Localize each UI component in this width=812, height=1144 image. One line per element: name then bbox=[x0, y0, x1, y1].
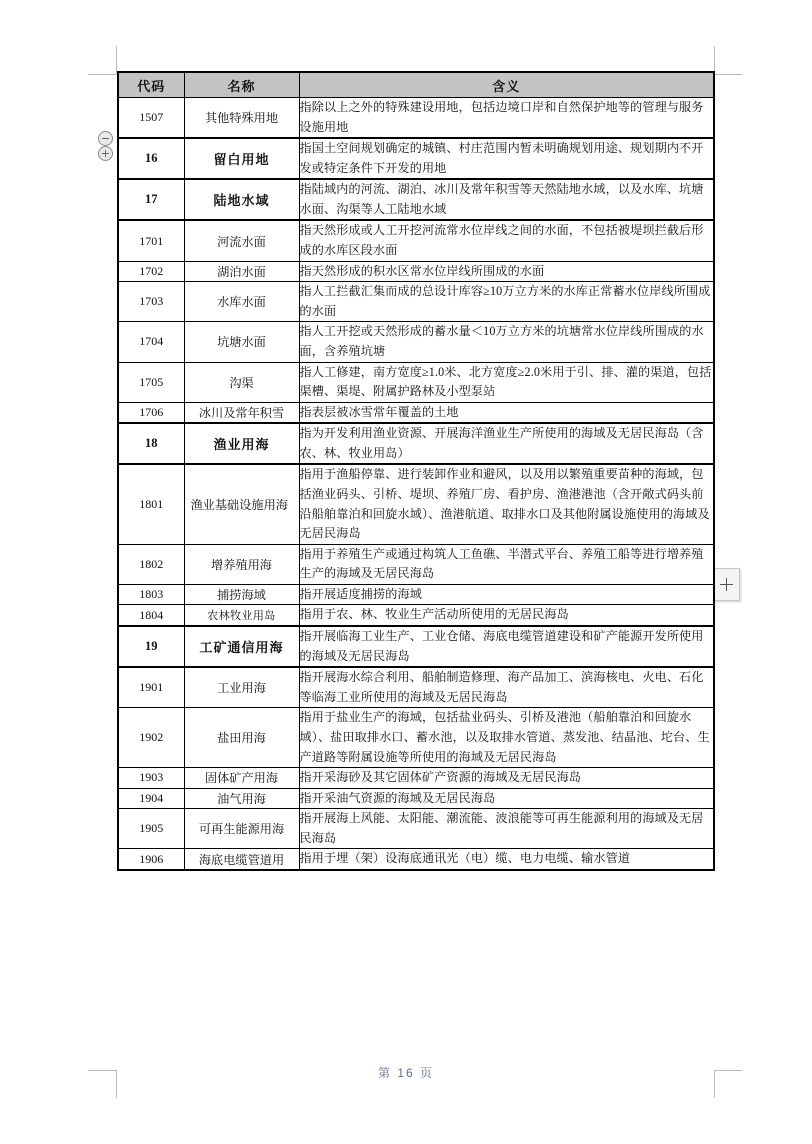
table-row bbox=[118, 282, 714, 322]
cell-meaning: 指用于农、林、牧业生产活动所使用的无居民海岛 bbox=[299, 605, 714, 626]
revision-change-bar bbox=[112, 71, 114, 871]
page-footer: 第 16 页 bbox=[377, 1066, 435, 1080]
minus-circle-icon[interactable] bbox=[98, 131, 113, 146]
cell-code: 1803 bbox=[118, 584, 184, 605]
table-row bbox=[118, 667, 714, 708]
cell-name: 坑塘水面 bbox=[184, 322, 299, 362]
table-row bbox=[118, 464, 714, 544]
table-row bbox=[118, 98, 714, 139]
cell-meaning: 指用于渔船停靠、进行装卸作业和避风，以及用以繁殖重要苗种的海域，包括渔业码头、引桥、堤坝、养殖厂房、看护房、渔港港池（含开敞式码头前沿船舶靠泊和回旋水域）、渔港航道、取排水口及其他附属设施使用的海域及无居民海岛 bbox=[299, 464, 714, 544]
cell-code: 1904 bbox=[118, 788, 184, 809]
cell-name: 工业用海 bbox=[184, 667, 299, 708]
cell-name: 农林牧业用岛 bbox=[184, 605, 299, 626]
cell-meaning: 指开采海砂及其它固体矿产资源的海域及无居民海岛 bbox=[299, 768, 714, 789]
cell-name: 湖泊水面 bbox=[184, 261, 299, 282]
column-header-meaning: 含义 bbox=[299, 72, 714, 98]
cell-meaning: 指天然形成或人工开挖河流常水位岸线之间的水面，不包括被堤坝拦截后形成的水库区段水面 bbox=[299, 220, 714, 261]
cell-meaning: 指开展海上风能、太阳能、潮流能、波浪能等可再生能源利用的海域及无居民海岛 bbox=[299, 809, 714, 849]
cell-code: 1706 bbox=[118, 402, 184, 423]
table-row bbox=[118, 849, 714, 870]
cell-meaning: 指开展适度捕捞的海域 bbox=[299, 584, 714, 605]
cell-meaning: 指开展海水综合利用、船舶制造修理、海产品加工、滨海核电、火电、石化等临海工业所使用的海域及无居民海岛 bbox=[299, 667, 714, 708]
cell-meaning: 指天然形成的积水区常水位岸线所围成的水面 bbox=[299, 261, 714, 282]
cell-code: 1801 bbox=[118, 464, 184, 544]
column-header-name: 名称 bbox=[184, 72, 299, 98]
cell-meaning: 指国土空间规划确定的城镇、村庄范围内暂未明确规划用途、规划期内不开发或特定条件下开发的用地 bbox=[299, 138, 714, 179]
cell-code: 1703 bbox=[118, 282, 184, 322]
cell-code: 1705 bbox=[118, 362, 184, 402]
cell-code: 1507 bbox=[118, 98, 184, 139]
cell-name: 增养殖用海 bbox=[184, 544, 299, 584]
cell-meaning: 指用于埋（架）设海底通讯光（电）缆、电力电缆、输水管道 bbox=[299, 849, 714, 870]
plus-circle-icon[interactable] bbox=[98, 146, 113, 161]
cell-code: 16 bbox=[118, 138, 184, 179]
column-header-code: 代码 bbox=[118, 72, 184, 98]
insert-row-plus-button[interactable] bbox=[713, 568, 740, 601]
cell-code: 1704 bbox=[118, 322, 184, 362]
cell-code: 1902 bbox=[118, 708, 184, 768]
table-row bbox=[118, 605, 714, 626]
table-row bbox=[118, 179, 714, 220]
cell-name: 沟渠 bbox=[184, 362, 299, 402]
crop-mark-top-right-h bbox=[714, 74, 742, 75]
crop-mark-top-left-v bbox=[116, 46, 117, 74]
cell-name: 可再生能源用海 bbox=[184, 809, 299, 849]
cell-code: 18 bbox=[118, 423, 184, 464]
cell-name: 油气用海 bbox=[184, 788, 299, 809]
table-row bbox=[118, 708, 714, 768]
table-row bbox=[118, 220, 714, 261]
table-row bbox=[118, 768, 714, 789]
cell-meaning: 指开采油气资源的海域及无居民海岛 bbox=[299, 788, 714, 809]
table-body bbox=[118, 98, 714, 870]
cell-meaning: 指人工拦截汇集而成的总设计库容≥10万立方米的水库正常蓄水位岸线所围成的水面 bbox=[299, 282, 714, 322]
cell-code: 1903 bbox=[118, 768, 184, 789]
cell-code: 17 bbox=[118, 179, 184, 220]
crop-mark-top-right-v bbox=[714, 46, 715, 74]
table-row bbox=[118, 362, 714, 402]
cell-name: 陆地水域 bbox=[184, 179, 299, 220]
cell-code: 1906 bbox=[118, 849, 184, 870]
cell-code: 1901 bbox=[118, 667, 184, 708]
table-row bbox=[118, 261, 714, 282]
cell-meaning: 指用于盐业生产的海域，包括盐业码头、引桥及港池（船舶靠泊和回旋水域）、盐田取排水口、蓄水池，以及取排水管道、蒸发池、结晶池、坨台、生产道路等附属设施等所使用的海域及无居民海岛 bbox=[299, 708, 714, 768]
cell-name: 渔业用海 bbox=[184, 423, 299, 464]
table-row bbox=[118, 584, 714, 605]
cell-meaning: 指陆域内的河流、湖泊、冰川及常年积雪等天然陆地水域，以及水库、坑塘水面、沟渠等人工陆地水域 bbox=[299, 179, 714, 220]
table-row bbox=[118, 544, 714, 584]
cell-code: 19 bbox=[118, 626, 184, 667]
cell-name: 冰川及常年积雪 bbox=[184, 402, 299, 423]
table-row bbox=[118, 423, 714, 464]
cell-meaning: 指开展临海工业生产、工业仓储、海底电缆管道建设和矿产能源开发所使用的海域及无居民海岛 bbox=[299, 626, 714, 667]
cell-name: 留白用地 bbox=[184, 138, 299, 179]
cell-name: 渔业基础设施用海 bbox=[184, 464, 299, 544]
cell-code: 1702 bbox=[118, 261, 184, 282]
cell-name: 工矿通信用海 bbox=[184, 626, 299, 667]
cell-name: 海底电缆管道用 bbox=[184, 849, 299, 870]
land-use-code-table bbox=[117, 71, 715, 871]
cell-meaning: 指为开发利用渔业资源、开展海洋渔业生产所使用的海域及无居民海岛（含农、林、牧业用岛） bbox=[299, 423, 714, 464]
table-row bbox=[118, 809, 714, 849]
land-use-code-table-wrapper bbox=[117, 71, 713, 871]
table-row bbox=[118, 626, 714, 667]
cell-meaning: 指除以上之外的特殊建设用地，包括边境口岸和自然保护地等的管理与服务设施用地 bbox=[299, 98, 714, 139]
table-row bbox=[118, 322, 714, 362]
cell-meaning: 指表层被冰雪常年覆盖的土地 bbox=[299, 402, 714, 423]
cell-code: 1905 bbox=[118, 809, 184, 849]
table-row bbox=[118, 402, 714, 423]
table-row bbox=[118, 138, 714, 179]
cell-code: 1804 bbox=[118, 605, 184, 626]
cell-code: 1802 bbox=[118, 544, 184, 584]
cell-code: 1701 bbox=[118, 220, 184, 261]
table-row bbox=[118, 788, 714, 809]
cell-meaning: 指用于养殖生产或通过构筑人工鱼礁、半潜式平台、养殖工船等进行增养殖生产的海域及无居民海岛 bbox=[299, 544, 714, 584]
cell-meaning: 指人工修建，南方宽度≥1.0米、北方宽度≥2.0米用于引、排、灌的渠道，包括渠槽、渠堤、附属护路林及小型泵站 bbox=[299, 362, 714, 402]
cell-name: 捕捞海域 bbox=[184, 584, 299, 605]
cell-name: 其他特殊用地 bbox=[184, 98, 299, 139]
table-header-row bbox=[118, 72, 714, 98]
cell-name: 水库水面 bbox=[184, 282, 299, 322]
cell-meaning: 指人工开挖或天然形成的蓄水量＜10万立方米的坑塘常水位岸线所围成的水面，含养殖坑塘 bbox=[299, 322, 714, 362]
cell-name: 盐田用海 bbox=[184, 708, 299, 768]
cell-name: 河流水面 bbox=[184, 220, 299, 261]
cell-name: 固体矿产用海 bbox=[184, 768, 299, 789]
